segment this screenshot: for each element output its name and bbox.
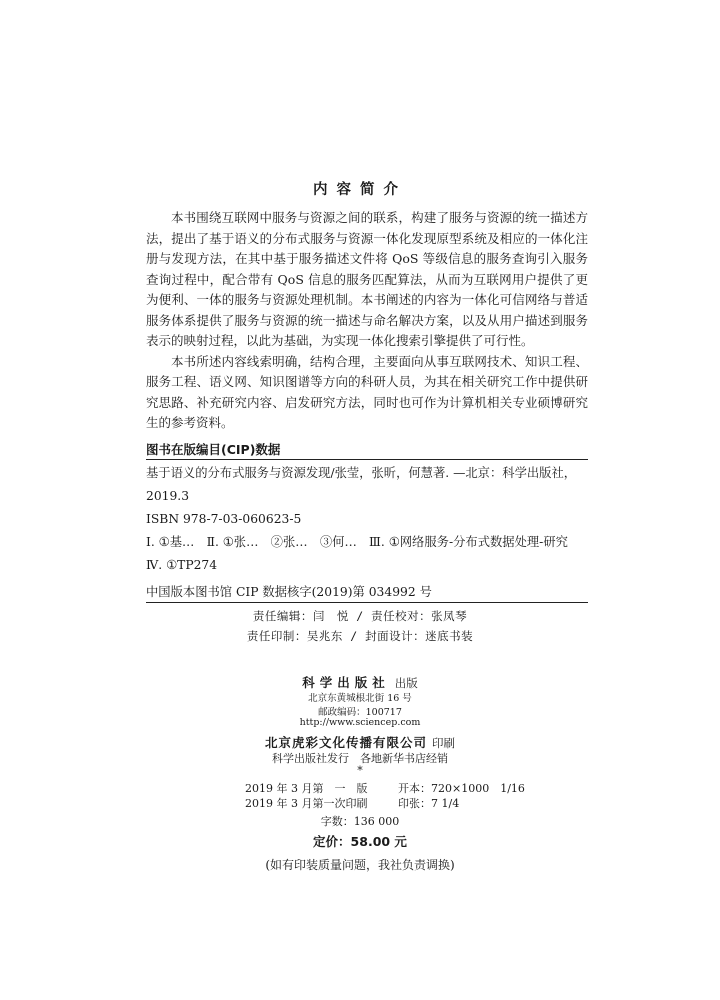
cip-record: 基于语义的分布式服务与资源发现/张莹，张昕，何慧著. —北京：科学出版社，2019.3 [146,466,577,503]
editors-line-1: 责任编辑：闫 悦 / 责任校对：张凤琴 [252,609,468,623]
cip-verification: 中国版本图书馆 CIP 数据核字(2019)第 034992 号 [146,585,432,599]
book-format: 开本：720×1000 1/16 [398,782,525,795]
printer-suffix: 印刷 [432,736,456,750]
printed-sheets: 印张：7 1/4 [398,797,460,810]
publisher-suffix: 出版 [394,676,418,690]
distribution-line: 科学出版社发行 各地新华书店经销 [272,752,448,765]
word-count: 字数：136 000 [320,815,400,828]
edition-date: 2019 年 3 月第 一 版 [245,782,368,795]
editors-line-2: 责任印制：吴兆东 / 封面设计：迷底书装 [246,629,474,643]
cip-isbn: ISBN 978-7-03-060623-5 [146,512,302,526]
publisher-postcode: 邮政编码：100717 [318,707,402,718]
cip-top-rule [146,459,588,460]
price: 定价：58.00 元 [313,834,407,849]
publisher-address: 北京东黄城根北街 16 号 [308,693,412,704]
abstract-paragraph-1: 本书围绕互联网中服务与资源之间的联系，构建了服务与资源的统一描述方法，提出了基于语义的分布式服务与资源一体化发现原型系统及相应的一体化注册与发现方法，在其中基于服务描述文件将 QoS 等级信息的服务查询引入服务查询过程中，配合带有 QoS 信息的服务匹配算法，从而为互联网用户提供了更为便利、一体的服务与资源处理机制。本书阐述的内容为一体化可信网络与普适服务体系提供了服务与资源的统一描述与命名解决方案，以及从用户描述到服务表示的映射过程，以此为基础，为实现一体化搜索引擎提供了可行性。 [146,210,588,348]
publisher-website: http://www.sciencep.com [299,717,421,728]
printer-line [0,732,720,751]
printer-name: 北京虎彩文化传播有限公司 [264,735,427,750]
publisher-name: 科学出版社 [302,675,390,690]
separator-star: * [357,764,363,777]
printing-date: 2019 年 3 月第一次印刷 [245,797,368,810]
abstract-paragraph-2: 本书所述内容线索明确，结构合理，主要面向从事互联网技术、知识工程、服务工程、语义网、知识图谱等方向的科研人员，为其在相关研究工作中提供研究思路、补充研究内容、启发研究方法，同时也可作为计算机相关专业硕博研究生的参考资料。 [146,353,588,430]
publisher-line [0,672,720,691]
cip-classification: Ⅰ. ①基… Ⅱ. ①张… ②张… ③何… Ⅲ. ①网络服务-分布式数据处理-研究 Ⅳ. ①TP274 [146,535,581,572]
abstract-body [146,208,588,434]
cip-heading: 图书在版编目(CIP)数据 [146,442,281,457]
quality-notice: (如有印装质量问题，我社负责调换) [265,858,455,872]
abstract-title: 内容简介 [313,182,407,198]
cip-bottom-rule [146,602,588,603]
